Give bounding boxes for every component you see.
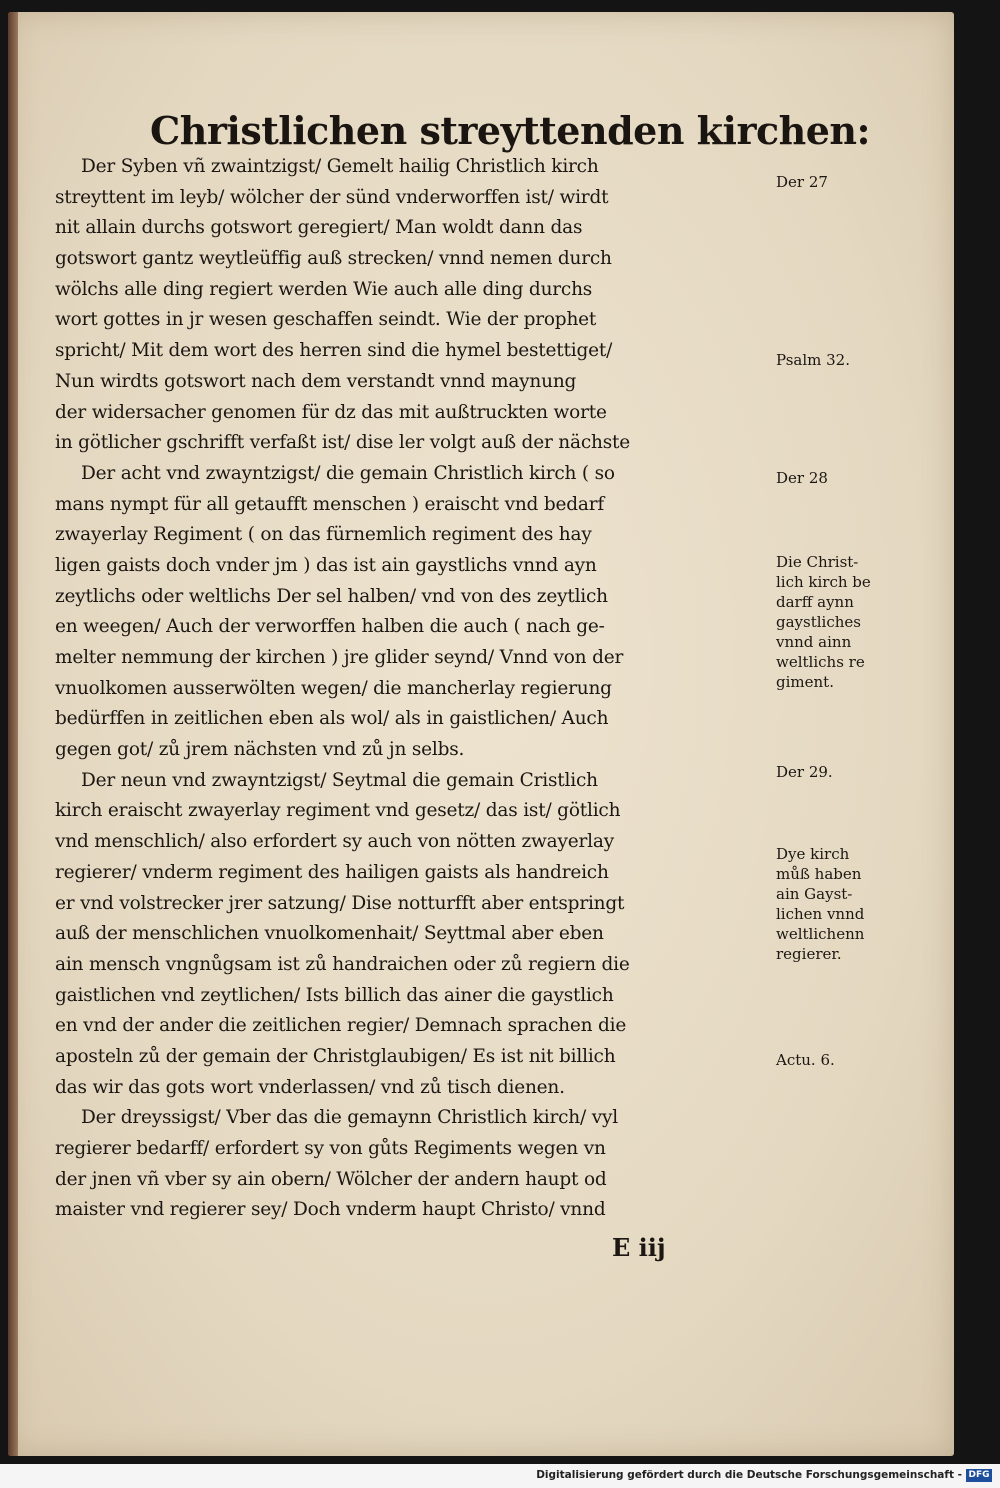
text-line: vnuolkomen ausserwölten wegen/ die mancherlay regierung [55,677,612,699]
text-line: en weegen/ Auch der verworffen halben die auch ( nach ge- [55,616,605,638]
text-line: auß der menschlichen vnuolkomenhait/ Seyttmal aber eben [55,923,604,945]
margin-note-5: Der 29. [776,763,833,781]
text-line: melter nemmung der kirchen ) jre glider seynd/ Vnnd von der [55,647,624,668]
text-line: ligen gaists doch vnder jm ) das ist ain gaystlichs vnnd ayn [55,554,597,576]
signature-mark: E iij [612,1233,666,1262]
margin-note-1: Der 27 [776,173,828,191]
text-line: Der Syben vñ zwaintzigst/ Gemelt hailig Christlich kirch [81,156,599,177]
body-text [55,152,767,1226]
text-line: ain mensch vngnůgsam ist zů handraichen oder zů regiern die [55,953,630,975]
text-line: vnd menschlich/ also erfordert sy auch von nötten zwayerlay [55,831,614,853]
text-line: wort gottes in jr wesen geschaffen seindt. Wie der prophet [55,309,597,331]
text-line: gegen got/ zů jrem nächsten vnd zů jn selbs. [55,739,465,761]
text-line: Nun wirdts gotswort nach dem verstandt vnnd maynung [55,370,577,392]
text-line: en vnd der ander die zeitlichen regier/ Demnach sprachen die [55,1015,627,1037]
margin-note-7: Actu. 6. [776,1051,835,1069]
text-line: das wir das gots wort vnderlassen/ vnd zů tisch dienen. [55,1076,565,1098]
running-header: Christlichen streyttenden kirchen: [150,108,871,153]
text-line: mans nympt für all getaufft menschen ) eraischt vnd bedarf [55,493,605,515]
text-line: zeytlichs oder weltlichs Der sel halben/ vnd von des zeytlich [55,585,608,607]
text-line: Der acht vnd zwayntzigst/ die gemain Christlich kirch ( so [81,462,615,484]
text-line: gaistlichen vnd zeytlichen/ Ists billich das ainer die gaystlich [55,984,614,1006]
text-line: bedürffen in zeitlichen eben als wol/ als in gaistlichen/ Auch [55,708,609,730]
text-line: Der neun vnd zwayntzigst/ Seytmal die gemain Cristlich [81,769,598,791]
text-line: zwayerlay Regiment ( on das fürnemlich regiment des hay [55,524,592,546]
text-line: kirch eraischt zwayerlay regiment vnd gesetz/ das ist/ götlich [55,800,621,822]
margin-note-2: Psalm 32. [776,351,850,369]
text-line: er vnd volstrecker jrer satzung/ Dise notturfft aber entspringt [55,892,625,914]
text-line: wölchs alle ding regiert werden Wie auch alle ding durchs [55,278,593,300]
footer-bar [0,1464,1000,1488]
text-line: der widersacher genomen für dz das mit außtruckten worte [55,401,607,423]
margin-note-4: Die Christ- lich kirch be darff aynn gaystliches vnnd ainn weltlichs re giment. [776,553,871,691]
book-spine [8,12,18,1456]
text-line: der jnen vñ vber sy ain obern/ Wölcher der andern haupt od [55,1168,607,1190]
text-line: gotswort gantz weytleüffig auß strecken/ vnnd nemen durch [55,248,612,270]
text-line: regierer bedarff/ erfordert sy von gůts Regiments wegen vn [55,1138,606,1159]
dfg-logo: DFG [966,1469,992,1482]
margin-note-6: Dye kirch můß haben ain Gayst- lichen vnnd weltlichenn regierer. [776,845,865,963]
footer-credit: Digitalisierung gefördert durch die Deutsche Forschungsgemeinschaft - [536,1469,962,1481]
margin-note-3: Der 28 [776,469,828,487]
text-line: streyttent im leyb/ wölcher der sünd vnderworffen ist/ wirdt [55,186,609,208]
text-line: spricht/ Mit dem wort des herren sind die hymel bestettiget/ [55,340,613,362]
text-line: aposteln zů der gemain der Christglaubigen/ Es ist nit billich [55,1045,616,1067]
text-line: nit allain durchs gotswort geregiert/ Man woldt dann das [55,217,583,239]
text-line: maister vnd regierer sey/ Doch vnderm haupt Christo/ vnnd [55,1199,606,1221]
text-line: Der dreyssigst/ Vber das die gemaynn Christlich kirch/ vyl [81,1107,618,1129]
text-line: regierer/ vnderm regiment des hailigen gaists als handreich [55,861,609,883]
text-line: in götlicher gschrifft verfaßt ist/ dise ler volgt auß der nächste [55,432,630,454]
